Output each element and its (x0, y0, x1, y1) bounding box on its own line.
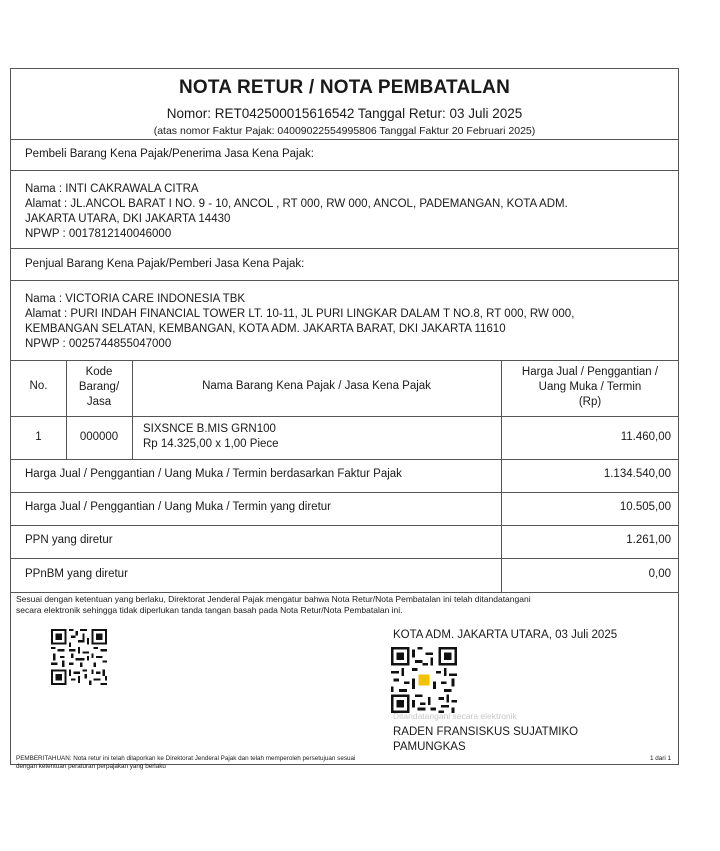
signature-place-date: KOTA ADM. JAKARTA UTARA, 03 Juli 2025 (393, 629, 618, 641)
col-header-nama: Nama Barang Kena Pajak / Jasa Kena Pajak (202, 380, 431, 392)
divider (11, 170, 678, 171)
signed-electronically-note: Ditandatangani secara elektronik (393, 711, 517, 721)
summary-label: Harga Jual / Penggantian / Uang Muka / Termin yang diretur (25, 501, 331, 513)
divider (11, 592, 678, 593)
buyer-heading: Pembeli Barang Kena Pajak/Penerima Jasa Kena Pajak: (25, 148, 314, 160)
seller-address-line-2: KEMBANGAN SELATAN, KEMBANGAN, KOTA ADM. JAKARTA BARAT, DKI JAKARTA 11610 (25, 323, 506, 335)
divider (11, 248, 678, 249)
buyer-name: Nama : INTI CAKRAWALA CITRA (25, 183, 199, 195)
footer-notice-line-1: PEMBERITAHUAN: Nota retur ini telah dilaporkan ke Direktorat Jenderal Pajak dan telah memperoleh persetujuan sesuai (16, 755, 356, 762)
row-no: 1 (35, 431, 42, 443)
divider (11, 139, 678, 140)
qr-code-icon (51, 629, 107, 685)
row-nama: SIXSNCE B.MIS GRN100 (143, 423, 276, 435)
nota-retur-document: NOTA RETUR / NOTA PEMBATALAN Nomor: RET042500015616542 Tanggal Retur: 03 Juli 2025 (atas nomor Faktur Pajak: 04009022554995806 Tanggal Faktur 20 Februari 2025) Pembeli Barang Kena Pajak/Penerima Jasa Kena Pajak: Nama : INTI CAKRAWALA CITRA Alamat : JL.ANCOL BARAT I NO. 9 - 10, ANCOL , RT 000, RW 000, ANCOL, PADEMANGAN, KOTA ADM. JAKARTA UTARA, DKI JAKARTA 14430 NPWP : 0017812140046000 Penjual Barang Kena Pajak/Pemberi Jasa Kena Pajak: Nama : VICTORIA CARE INDONESIA TBK Alamat : PURI INDAH FINANCIAL TOWER LT. 10-11, JL PURI LINGKAR DALAM T NO.8, RT 000, RW 000, KEMBANGAN SELATAN, KEMBANGAN, KOTA ADM. JAKARTA BARAT, DKI JAKARTA 11610 NPWP : 0025744855047000 No. Kode Barang/ Jasa Nama Barang Kena Pajak / Jasa Kena Pajak Harga Jual / Penggantian / Uang Muka / Termin (Rp) 1 000000 SIXSNCE B.MIS GRN100 Rp 14.325,00 x 1,00 Piece 11.460,00 Harga Jual / Penggantian / Uang Muka / Termin berdasarkan Faktur Pajak 1.134.540,00 Harga Jual / Penggantian / Uang Muka / Termin yang diretur 10.505,00 PPN yang diretur 1.261,00 PPnBM yang diretur 0,00 Sesuai dengan ketentuan yang berlaku, Direktorat Jenderal Pajak mengatur bahwa Nota Retur/Nota Pembatalan ini telah ditandatangani secara elektronik sehingga tidak diperlukan tanda tangan basah pada Nota Retur/Nota Pembatalan ini. KOTA ADM. JAKARTA UTARA, 03 Juli 2025 Ditandatangani secara elektronik RADEN FRANSISKUS SUJATMIKO PAMUNGKAS PEMBERITAHUAN: Nota retur ini telah dilaporkan ke Direktorat Jenderal Pajak dan telah memperoleh persetujuan sesuai dengan ketentuan peraturan perpajakan yang berlaku 1 dari 1 (10, 68, 679, 765)
col-header-no: No. (29, 380, 48, 392)
notice-line-1: Sesuai dengan ketentuan yang berlaku, Direktorat Jenderal Pajak mengatur bahwa Nota Retur/Nota Pembatalan ini telah ditandatangani (16, 594, 531, 604)
buyer-npwp: NPWP : 0017812140046000 (25, 228, 172, 240)
row-harga: 11.460,00 (620, 431, 671, 443)
summary-value: 1.134.540,00 (603, 468, 671, 480)
divider (11, 525, 678, 526)
col-divider (132, 360, 133, 459)
divider (11, 558, 678, 559)
divider (11, 416, 678, 417)
seller-name: Nama : VICTORIA CARE INDONESIA TBK (25, 293, 246, 305)
signature-qr-code-icon (391, 647, 457, 713)
summary-label: PPN yang diretur (25, 534, 113, 546)
qr-badge-icon (419, 675, 430, 686)
signatory-name-line-1: RADEN FRANSISKUS SUJATMIKO (393, 726, 579, 738)
buyer-address-line-1: Alamat : JL.ANCOL BARAT I NO. 9 - 10, ANCOL , RT 000, RW 000, ANCOL, PADEMANGAN, KOTA ADM. (25, 198, 568, 210)
buyer-address-line-2: JAKARTA UTARA, DKI JAKARTA 14430 (25, 213, 231, 225)
divider (11, 459, 678, 460)
table-top-border (11, 360, 678, 361)
seller-heading: Penjual Barang Kena Pajak/Pemberi Jasa Kena Pajak: (25, 258, 305, 270)
document-title: NOTA RETUR / NOTA PEMBATALAN (178, 77, 511, 98)
page-number: 1 dari 1 (649, 755, 671, 762)
faktur-reference-line: (atas nomor Faktur Pajak: 04009022554995806 Tanggal Faktur 20 Februari 2025) (153, 125, 536, 137)
seller-npwp: NPWP : 0025744855047000 (25, 338, 172, 350)
footer-notice-line-2: dengan ketentuan peraturan perpajakan yang berlaku (16, 763, 166, 770)
divider (11, 492, 678, 493)
summary-value: 1.261,00 (626, 534, 671, 546)
summary-label: Harga Jual / Penggantian / Uang Muka / Termin berdasarkan Faktur Pajak (25, 468, 402, 480)
summary-value: 0,00 (648, 568, 671, 580)
summary-value: 10.505,00 (619, 501, 671, 513)
nomor-line: Nomor: RET042500015616542 Tanggal Retur: 03 Juli 2025 (166, 106, 523, 121)
signatory-name-line-2: PAMUNGKAS (393, 741, 466, 753)
row-kode: 000000 (79, 431, 119, 443)
divider (11, 280, 678, 281)
row-detail: Rp 14.325,00 x 1,00 Piece (143, 438, 279, 450)
notice-line-2: secara elektronik sehingga tidak diperlukan tanda tangan basah pada Nota Retur/Nota Pembatalan ini. (16, 605, 403, 615)
seller-address-line-1: Alamat : PURI INDAH FINANCIAL TOWER LT. 10-11, JL PURI LINGKAR DALAM T NO.8, RT 000, RW 000, (25, 308, 575, 320)
summary-label: PPnBM yang diretur (25, 568, 128, 580)
